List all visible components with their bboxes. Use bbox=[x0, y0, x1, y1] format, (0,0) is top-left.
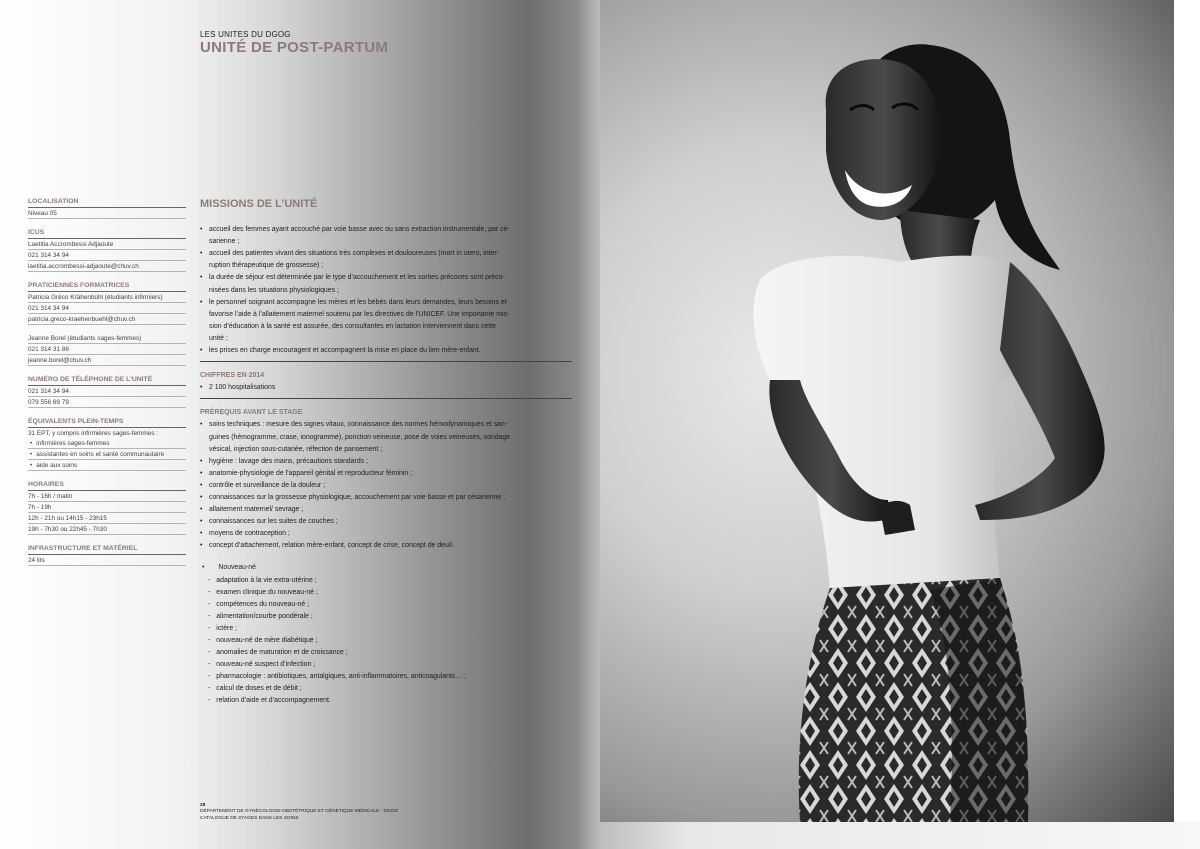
prerequis-item: • allaitement maternel/ sevrage ; bbox=[200, 504, 572, 516]
sidebar-line: 31 EPT, y compris infirmières sages-femmes : bbox=[28, 430, 158, 437]
sidebar-list-item: • aide aux soins bbox=[28, 460, 186, 471]
nouveau-ne-item: - calcul de doses et de débit ; bbox=[208, 683, 572, 695]
sidebar-email: patricia.greco-kraehenbuehl@chuv.ch bbox=[28, 314, 186, 325]
sidebar-line: 021 314 34 94 bbox=[28, 386, 186, 397]
nouveau-ne-item: - anomalies de maturation et de croissance ; bbox=[208, 647, 572, 659]
right-page bbox=[600, 0, 1200, 849]
prerequis-item: • hygiène : lavage des mains, précautions standards ; bbox=[200, 456, 572, 468]
sidebar-list-item: • assistantes en soins et santé communautaire bbox=[28, 449, 186, 460]
nouveau-ne-item: - nouveau-né de mère diabétique ; bbox=[208, 635, 572, 647]
prerequis-item: • soins techniques : mesure des signes vitaux, connaissance des normes hémodynamiques et san- guines (hémogramme, crase, ionogramme), ponction veineuse, pose de voies veineuses, sondage vésical, injection sous-cutanée, réfection de pansement ; bbox=[200, 419, 572, 455]
sidebar-heading: ICUS bbox=[28, 229, 186, 239]
nouveau-ne-item: - alimentation/courbe pondérale ; bbox=[208, 611, 572, 623]
sidebar-line: 079 556 69 79 bbox=[28, 397, 186, 408]
sidebar-heading: NUMÉRO DE TÉLÉPHONE DE L’UNITÉ bbox=[28, 376, 186, 386]
chiffres-list bbox=[200, 382, 572, 394]
sidebar-heading: ÉQUIVALENTS PLEIN-TEMPS bbox=[28, 418, 186, 428]
nouveau-ne-list bbox=[200, 575, 572, 708]
mission-item: • accueil des patientes vivant des situations très complexes et douloureuses (mort in utero, inter- ruption thérapeutique de grossesse) ; bbox=[200, 248, 572, 272]
sidebar-email: laetitia.accrombessi-adjaoute@chuv.ch bbox=[28, 261, 186, 272]
nouveau-ne-heading: • Nouveau-né bbox=[200, 562, 572, 574]
mission-item: • la durée de séjour est déterminée par le type d’accouchement et les sorties précoces sont préco- nisées dans les situations physiologiques ; bbox=[200, 272, 572, 296]
sidebar-heading: HORAIRES bbox=[28, 481, 186, 491]
sidebar-line: 19h - 7h30 ou 22h45 - 7h30 bbox=[28, 524, 186, 535]
sidebar-line: 12h - 21h ou 14h15 - 23h15 bbox=[28, 513, 186, 524]
main-content bbox=[200, 198, 572, 708]
mission-item: • le personnel soignant accompagne les mères et les bébés dans leurs demandes, leurs besoins et favorise l’aide à l’allaitement maternel soutenu par les directives de l’UNICEF. Une importante mis- sion d’éducation à la santé est assurée, des consultantes en lactation interviennent dans cette unité ; bbox=[200, 297, 572, 345]
prerequis-item: • concept d’attachement, relation mère-enfant, concept de crise, concept de deuil. bbox=[200, 540, 572, 552]
sidebar-horaires bbox=[28, 481, 186, 535]
page-footer bbox=[200, 803, 398, 822]
missions-heading: MISSIONS DE L’UNITÉ bbox=[200, 198, 318, 210]
page-number: 28 bbox=[200, 803, 206, 808]
sidebar-line: 021 314 31 86 bbox=[28, 344, 186, 355]
sidebar-icus bbox=[28, 229, 186, 272]
mission-item: • accueil des femmes ayant accouché par voie basse avec ou sans extraction instrumentale, par cé- sarienne ; bbox=[200, 224, 572, 248]
prerequis-item: • connaissances sur la grossesse physiologique, accouchement par voie basse et par césarienne ; bbox=[200, 492, 572, 504]
sidebar-line: Jeanne Borel (étudiants sages-femmes) bbox=[28, 333, 186, 344]
prerequis-item: • connaissances sur les suites de couches ; bbox=[200, 516, 572, 528]
nouveau-ne-item: - compétences du nouveau-né ; bbox=[208, 599, 572, 611]
mission-item: • les prises en charge encouragent et accompagnent la mise en place du lien mère-enfant. bbox=[200, 345, 572, 357]
sidebar-localisation bbox=[28, 198, 186, 219]
sidebar-telephone bbox=[28, 376, 186, 408]
sidebar-line: 7h - 16h / matin bbox=[28, 491, 186, 502]
sidebar-line: Niveau 05 bbox=[28, 208, 186, 219]
prerequis-item: • moyens de contraception ; bbox=[200, 528, 572, 540]
sidebar-line: 7h - 19h bbox=[28, 502, 186, 513]
portrait-photo bbox=[600, 0, 1174, 822]
info-sidebar bbox=[28, 198, 186, 576]
sidebar-equivalents bbox=[28, 418, 186, 471]
sidebar-line: 021 314 34 94 bbox=[28, 303, 186, 314]
sidebar-heading: PRATICIENNES FORMATRICES bbox=[28, 282, 186, 292]
portrait-illustration bbox=[600, 0, 1174, 822]
sidebar-line: Patricia Gréco Krähenbühl (étudiants infirmiers) bbox=[28, 292, 186, 303]
missions-list bbox=[200, 224, 572, 357]
nouveau-ne-item: - relation d’aide et d’accompagnement. bbox=[208, 695, 572, 707]
page-title: UNITÉ DE POST-PARTUM bbox=[200, 39, 389, 56]
sidebar-line: 021 314 34 94 bbox=[28, 250, 186, 261]
section-kicker: LES UNITES DU DGOG bbox=[200, 30, 291, 39]
sidebar-line: Laetitia Accrombessi Adjaoute bbox=[28, 239, 186, 250]
prerequis-item: • anatomie-physiologie de l’appareil génital et reproducteur féminin ; bbox=[200, 468, 572, 480]
nouveau-ne-item: - nouveau-né suspect d’infection ; bbox=[208, 659, 572, 671]
nouveau-ne-item: - adaptation à la vie extra-utérine ; bbox=[208, 575, 572, 587]
nouveau-ne-item: - examen clinique du nouveau-né ; bbox=[208, 587, 572, 599]
sidebar-heading: INFRASTRUCTURE ET MATÉRIEL bbox=[28, 545, 186, 555]
prerequis-list bbox=[200, 419, 572, 552]
sidebar-infrastructure bbox=[28, 545, 186, 566]
chiffres-heading: CHIFFRES EN 2014 bbox=[200, 372, 265, 380]
nouveau-ne-item: - ictère ; bbox=[208, 623, 572, 635]
prerequis-item: • contrôle et surveillance de la douleur ; bbox=[200, 480, 572, 492]
sidebar-email: jeanne.borel@chuv.ch bbox=[28, 355, 186, 366]
footer-catalogue: CATALOGUE DE STAGES DANS LES SOINS bbox=[200, 815, 299, 821]
footer-department: DÉPARTEMENT DE GYNÉCOLOGIE-OBSTÉTRIQUE ET GÉNÉTIQUE MÉDICALE - DGOG bbox=[200, 809, 399, 815]
prerequis-heading: PRÉREQUIS AVANT LE STAGE bbox=[200, 409, 303, 417]
list-item: • 2 100 hospitalisations bbox=[200, 382, 572, 394]
sidebar-praticiennes bbox=[28, 282, 186, 366]
nouveau-ne-item: - pharmacologie : antibiotiques, antalgiques, anti-inflammatoires, anticoagulants… ; bbox=[208, 671, 572, 683]
sidebar-line: 24 lits bbox=[28, 555, 186, 566]
sidebar-heading: LOCALISATION bbox=[28, 198, 186, 208]
sidebar-list-item: • infirmières sages-femmes bbox=[28, 438, 186, 449]
